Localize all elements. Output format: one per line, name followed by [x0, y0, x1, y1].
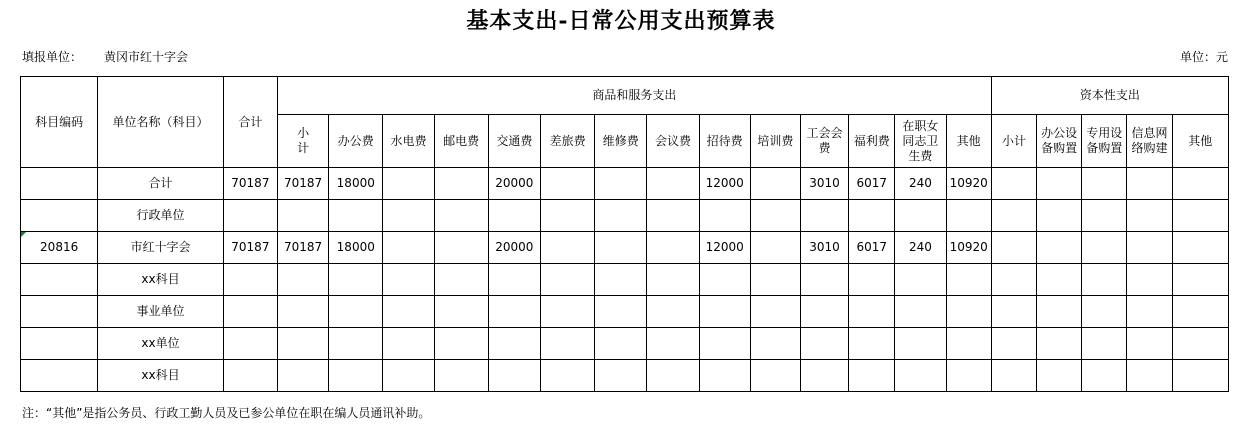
cell-goods [647, 264, 699, 296]
table-row [21, 232, 1229, 264]
cell-goods [895, 200, 946, 232]
cell-code [21, 360, 98, 392]
cell-capital [1172, 232, 1228, 264]
cell-goods: 240 [895, 232, 946, 264]
cell-goods [849, 200, 895, 232]
cell-goods: 6017 [849, 232, 895, 264]
cell-goods [895, 328, 946, 360]
cell-goods [647, 296, 699, 328]
cell-goods [488, 360, 540, 392]
header-goods-col: 福利费 [849, 115, 895, 168]
cell-capital [1037, 200, 1082, 232]
cell-goods [434, 168, 488, 200]
cell-name: 事业单位 [98, 296, 223, 328]
cell-goods [434, 264, 488, 296]
cell-name: xx科目 [98, 264, 223, 296]
cell-goods [946, 296, 991, 328]
cell-goods [595, 328, 647, 360]
cell-goods: 3010 [800, 168, 848, 200]
cell-total [223, 360, 277, 392]
header-name: 单位名称（科目） [98, 77, 223, 168]
cell-goods: 12000 [699, 168, 750, 200]
cell-goods [800, 200, 848, 232]
cell-goods [595, 296, 647, 328]
cell-goods: 70187 [277, 168, 328, 200]
header-goods-group: 商品和服务支出 [277, 77, 991, 115]
cell-goods [540, 200, 594, 232]
cell-goods [800, 296, 848, 328]
cell-capital [1037, 360, 1082, 392]
cell-goods [849, 264, 895, 296]
cell-goods [434, 328, 488, 360]
table-row [21, 264, 1229, 296]
cell-total [223, 200, 277, 232]
cell-goods [946, 328, 991, 360]
table-row [21, 360, 1229, 392]
cell-goods [329, 264, 383, 296]
cell-capital [1082, 328, 1127, 360]
cell-goods [595, 200, 647, 232]
cell-goods: 20000 [488, 168, 540, 200]
cell-goods [699, 264, 750, 296]
cell-name: 行政单位 [98, 200, 223, 232]
cell-goods [540, 264, 594, 296]
cell-total: 70187 [223, 168, 277, 200]
cell-code [21, 168, 98, 200]
cell-total: 70187 [223, 232, 277, 264]
cell-goods [647, 360, 699, 392]
cell-capital [991, 360, 1036, 392]
cell-goods [946, 264, 991, 296]
cell-total [223, 328, 277, 360]
cell-goods: 6017 [849, 168, 895, 200]
cell-capital [1082, 264, 1127, 296]
cell-goods [277, 296, 328, 328]
cell-capital [1127, 360, 1172, 392]
cell-capital [1037, 296, 1082, 328]
cell-capital [991, 200, 1036, 232]
cell-goods [699, 296, 750, 328]
cell-goods [540, 168, 594, 200]
cell-goods [383, 264, 434, 296]
header-capital-col: 专用设 备购置 [1082, 115, 1127, 168]
header-row-top [21, 77, 1229, 115]
cell-goods [849, 328, 895, 360]
cell-code [21, 264, 98, 296]
cell-capital [1037, 168, 1082, 200]
cell-goods [383, 232, 434, 264]
cell-code [21, 200, 98, 232]
cell-goods [277, 328, 328, 360]
cell-goods [595, 168, 647, 200]
cell-name: xx科目 [98, 360, 223, 392]
cell-capital [1082, 232, 1127, 264]
cell-capital [991, 168, 1036, 200]
header-capital-col: 小计 [991, 115, 1036, 168]
cell-goods [540, 232, 594, 264]
header-total: 合计 [223, 77, 277, 168]
cell-goods [488, 264, 540, 296]
cell-goods [488, 296, 540, 328]
cell-goods [750, 168, 800, 200]
header-capital-col: 其他 [1172, 115, 1228, 168]
cell-goods [750, 200, 800, 232]
cell-goods [800, 360, 848, 392]
page-title: 基本支出-日常公用支出预算表 [466, 8, 776, 34]
cell-goods [434, 360, 488, 392]
cell-goods [383, 296, 434, 328]
cell-total [223, 296, 277, 328]
cell-capital [1082, 168, 1127, 200]
cell-capital [1082, 360, 1127, 392]
cell-code: 20816 [21, 232, 98, 264]
cell-goods [383, 360, 434, 392]
cell-code [21, 296, 98, 328]
cell-goods [895, 360, 946, 392]
cell-goods [699, 328, 750, 360]
cell-goods: 3010 [800, 232, 848, 264]
cell-goods [488, 200, 540, 232]
cell-goods [540, 328, 594, 360]
header-goods-col: 其他 [946, 115, 991, 168]
cell-capital [1037, 264, 1082, 296]
cell-goods: 70187 [277, 232, 328, 264]
filler-info [22, 48, 188, 65]
filler-label: 填报单位： [22, 50, 83, 64]
cell-goods [383, 328, 434, 360]
header-goods-col: 交通费 [488, 115, 540, 168]
header-capital-col: 办公设 备购置 [1037, 115, 1082, 168]
cell-goods: 10920 [946, 168, 991, 200]
cell-capital [1172, 200, 1228, 232]
cell-capital [1127, 264, 1172, 296]
header-goods-col: 工会会 费 [800, 115, 848, 168]
header-goods-col: 小 计 [277, 115, 328, 168]
cell-goods [750, 232, 800, 264]
cell-goods [595, 264, 647, 296]
cell-goods: 12000 [699, 232, 750, 264]
header-goods-col: 水电费 [383, 115, 434, 168]
table-row [21, 168, 1229, 200]
cell-capital [1172, 264, 1228, 296]
cell-goods [383, 200, 434, 232]
cell-goods [329, 296, 383, 328]
table-row [21, 200, 1229, 232]
cell-goods [750, 360, 800, 392]
header-goods-col: 培训费 [750, 115, 800, 168]
cell-code [21, 328, 98, 360]
cell-goods: 18000 [329, 168, 383, 200]
cell-goods [434, 200, 488, 232]
cell-goods [800, 264, 848, 296]
cell-goods [595, 232, 647, 264]
cell-goods [329, 360, 383, 392]
header-code: 科目编码 [21, 77, 98, 168]
cell-goods [540, 360, 594, 392]
cell-goods [946, 360, 991, 392]
cell-goods [849, 360, 895, 392]
header-goods-col: 维修费 [595, 115, 647, 168]
cell-goods: 10920 [946, 232, 991, 264]
cell-name: 市红十字会 [98, 232, 223, 264]
cell-goods: 240 [895, 168, 946, 200]
cell-capital [1127, 168, 1172, 200]
budget-table [20, 76, 1229, 392]
cell-goods: 20000 [488, 232, 540, 264]
cell-goods [750, 296, 800, 328]
cell-goods [488, 328, 540, 360]
cell-goods [946, 200, 991, 232]
cell-goods [383, 168, 434, 200]
cell-capital [1127, 328, 1172, 360]
cell-capital [1172, 296, 1228, 328]
cell-capital [1172, 360, 1228, 392]
cell-capital [1127, 296, 1172, 328]
cell-capital [1082, 200, 1127, 232]
cell-goods [895, 296, 946, 328]
cell-capital [1127, 232, 1172, 264]
header-capital-group: 资本性支出 [991, 77, 1228, 115]
header-goods-col: 办公费 [329, 115, 383, 168]
cell-goods [849, 296, 895, 328]
cell-capital [1172, 168, 1228, 200]
cell-capital [991, 296, 1036, 328]
footnote: 注：“其他”是指公务员、行政工勤人员及已参公单位在职在编人员通讯补助。 [22, 406, 431, 420]
cell-capital [991, 264, 1036, 296]
header-goods-col: 招待费 [699, 115, 750, 168]
cell-name: 合计 [98, 168, 223, 200]
cell-goods [595, 360, 647, 392]
cell-goods [699, 360, 750, 392]
table-row [21, 328, 1229, 360]
cell-goods [647, 232, 699, 264]
cell-goods [277, 360, 328, 392]
cell-goods [647, 328, 699, 360]
cell-goods [895, 264, 946, 296]
header-capital-col: 信息网 络购建 [1127, 115, 1172, 168]
cell-goods [329, 200, 383, 232]
cell-capital [991, 232, 1036, 264]
header-goods-col: 在职女 同志卫 生费 [895, 115, 946, 168]
cell-goods [540, 296, 594, 328]
cell-capital [1037, 232, 1082, 264]
table-row [21, 296, 1229, 328]
cell-goods [434, 232, 488, 264]
cell-goods [800, 328, 848, 360]
cell-capital [1172, 328, 1228, 360]
cell-capital [1082, 296, 1127, 328]
header-goods-col: 会议费 [647, 115, 699, 168]
cell-goods [277, 264, 328, 296]
cell-name: xx单位 [98, 328, 223, 360]
cell-goods [647, 200, 699, 232]
cell-goods [434, 296, 488, 328]
cell-goods [750, 328, 800, 360]
cell-goods [277, 200, 328, 232]
cell-capital [1127, 200, 1172, 232]
cell-goods [699, 200, 750, 232]
cell-capital [991, 328, 1036, 360]
header-goods-col: 差旅费 [540, 115, 594, 168]
cell-goods [750, 264, 800, 296]
cell-total [223, 264, 277, 296]
cell-goods [329, 328, 383, 360]
cell-goods [647, 168, 699, 200]
cell-capital [1037, 328, 1082, 360]
header-goods-col: 邮电费 [434, 115, 488, 168]
filler-value: 黄冈市红十字会 [104, 50, 189, 64]
unit-label: 单位：元 [1179, 50, 1228, 64]
cell-goods: 18000 [329, 232, 383, 264]
